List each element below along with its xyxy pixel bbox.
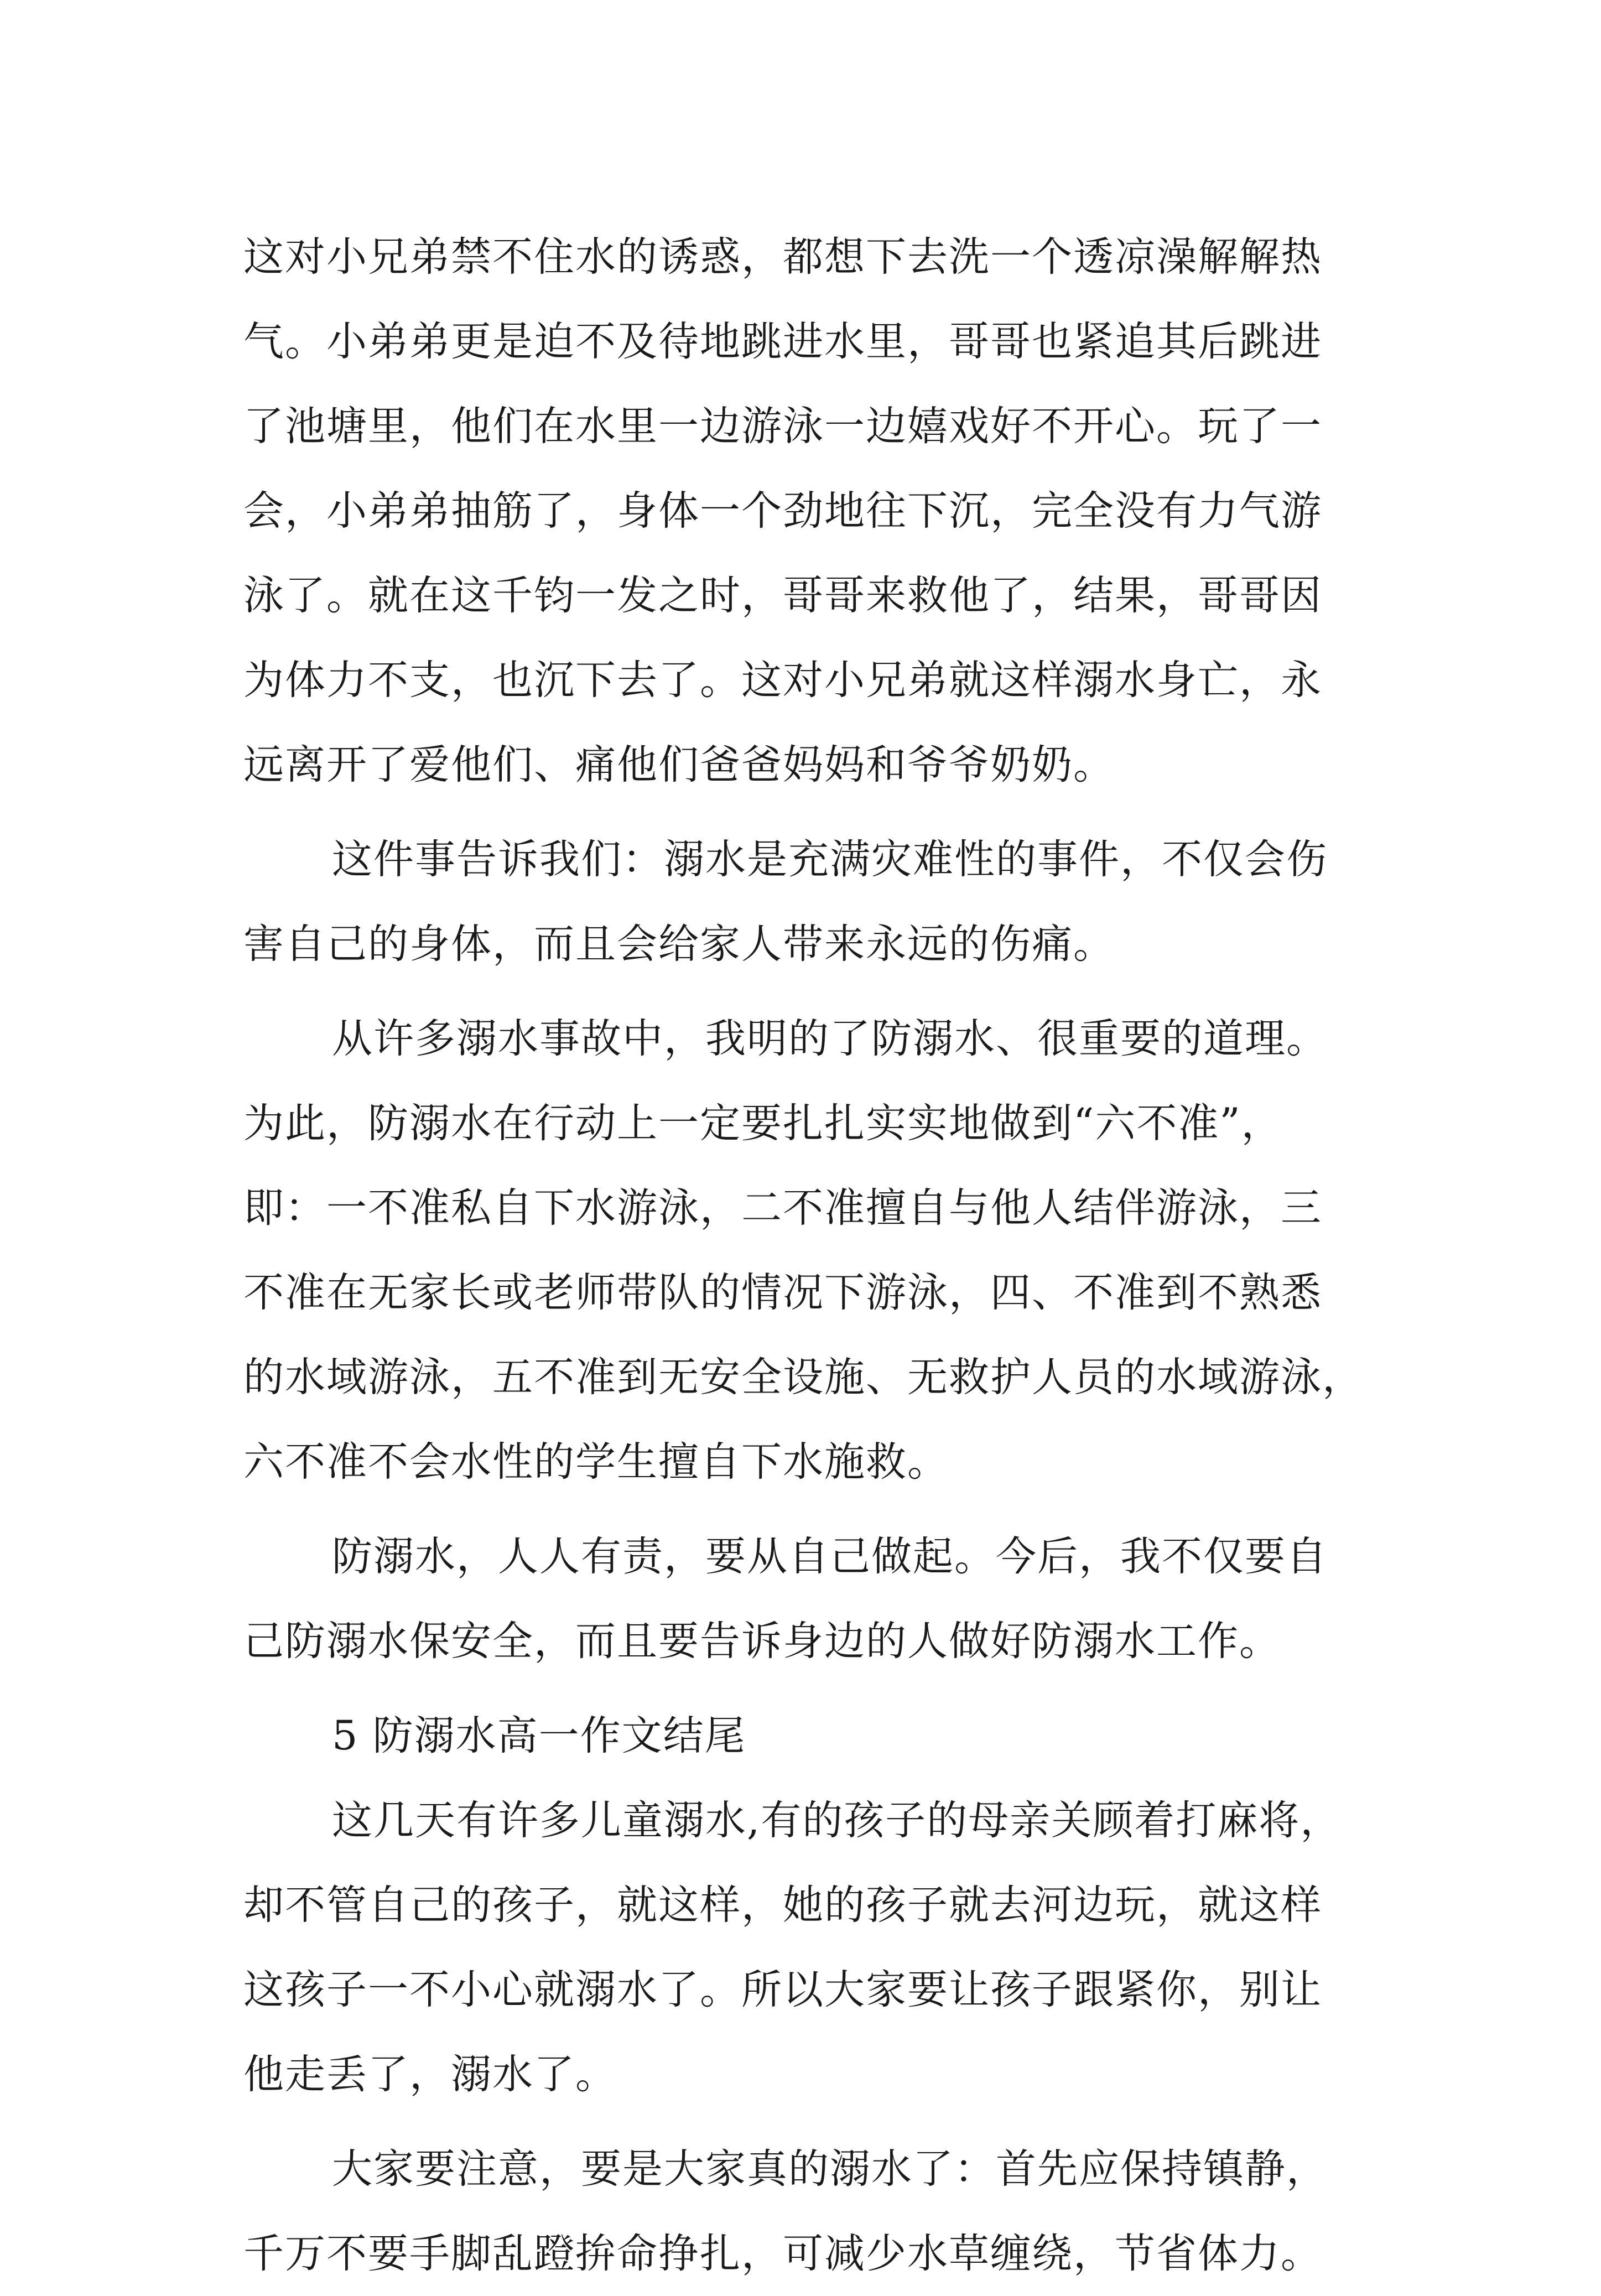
text-line: 防溺水，人人有责，要从自己做起。今后，我不仅要自 (332, 1533, 1328, 1580)
text-line: 六不准不会水性的学生擅自下水施救。 (243, 1438, 949, 1485)
text-line: 却不管自己的孩子，就这样，她的孩子就去河边玩，就这样 (243, 1882, 1322, 1929)
text-line: 己防溺水保安全，而且要告诉身边的人做好防溺水工作。 (243, 1618, 1281, 1665)
text-line: 为体力不支，也沉下去了。这对小兄弟就这样溺水身亡，永 (243, 657, 1322, 704)
text-line: 大家要注意，要是大家真的溺水了：首先应保持镇静， (332, 2146, 1328, 2193)
text-line: 气。小弟弟更是迫不及待地跳进水里，哥哥也紧追其后跳进 (243, 318, 1322, 365)
text-line: 这对小兄弟禁不住水的诱惑，都想下去洗一个透凉澡解解热 (243, 233, 1322, 280)
text-line: 即：一不准私自下水游泳，二不准擅自与他人结伴游泳，三 (243, 1185, 1322, 1232)
text-line: 会，小弟弟抽筋了，身体一个劲地往下沉，完全没有力气游 (243, 487, 1322, 534)
text-line: 他走丢了，溺水了。 (243, 2051, 617, 2098)
text-line: 这件事告诉我们：溺水是充满灾难性的事件，不仅会伤 (332, 836, 1328, 883)
text-line: 害自己的身体，而且会给家人带来永远的伤痛。 (243, 921, 1115, 968)
text-line: 的水域游泳，五不准到无安全设施、无救护人员的水域游泳， (243, 1354, 1364, 1401)
text-line: 从许多溺水事故中，我明的了防溺水、很重要的道理。 (332, 1015, 1328, 1062)
text-line: 这孩子一不小心就溺水了。所以大家要让孩子跟紧你，别让 (243, 1966, 1322, 2013)
text-line: 千万不要手脚乱蹬拚命挣扎，可减少水草缠绕，节省体力。 (243, 2230, 1322, 2277)
text-line: 这几天有许多儿童溺水,有的孩子的母亲关顾着打麻将， (332, 1797, 1342, 1844)
text-line: 5 防溺水高一作文结尾 (332, 1712, 746, 1759)
text-line: 远离开了爱他们、痛他们爸爸妈妈和爷爷奶奶。 (243, 741, 1115, 788)
text-line: 了池塘里，他们在水里一边游泳一边嬉戏好不开心。玩了一 (243, 403, 1322, 450)
text-line: 泳了。就在这千钧一发之时，哥哥来救他了，结果，哥哥因 (243, 572, 1322, 619)
document-body (243, 215, 1400, 2296)
text-line: 不准在无家长或老师带队的情况下游泳，四、不准到不熟悉 (243, 1269, 1322, 1316)
text-line: 为此，防溺水在行动上一定要扎扎实实地做到“六不准”， (243, 1100, 1283, 1147)
